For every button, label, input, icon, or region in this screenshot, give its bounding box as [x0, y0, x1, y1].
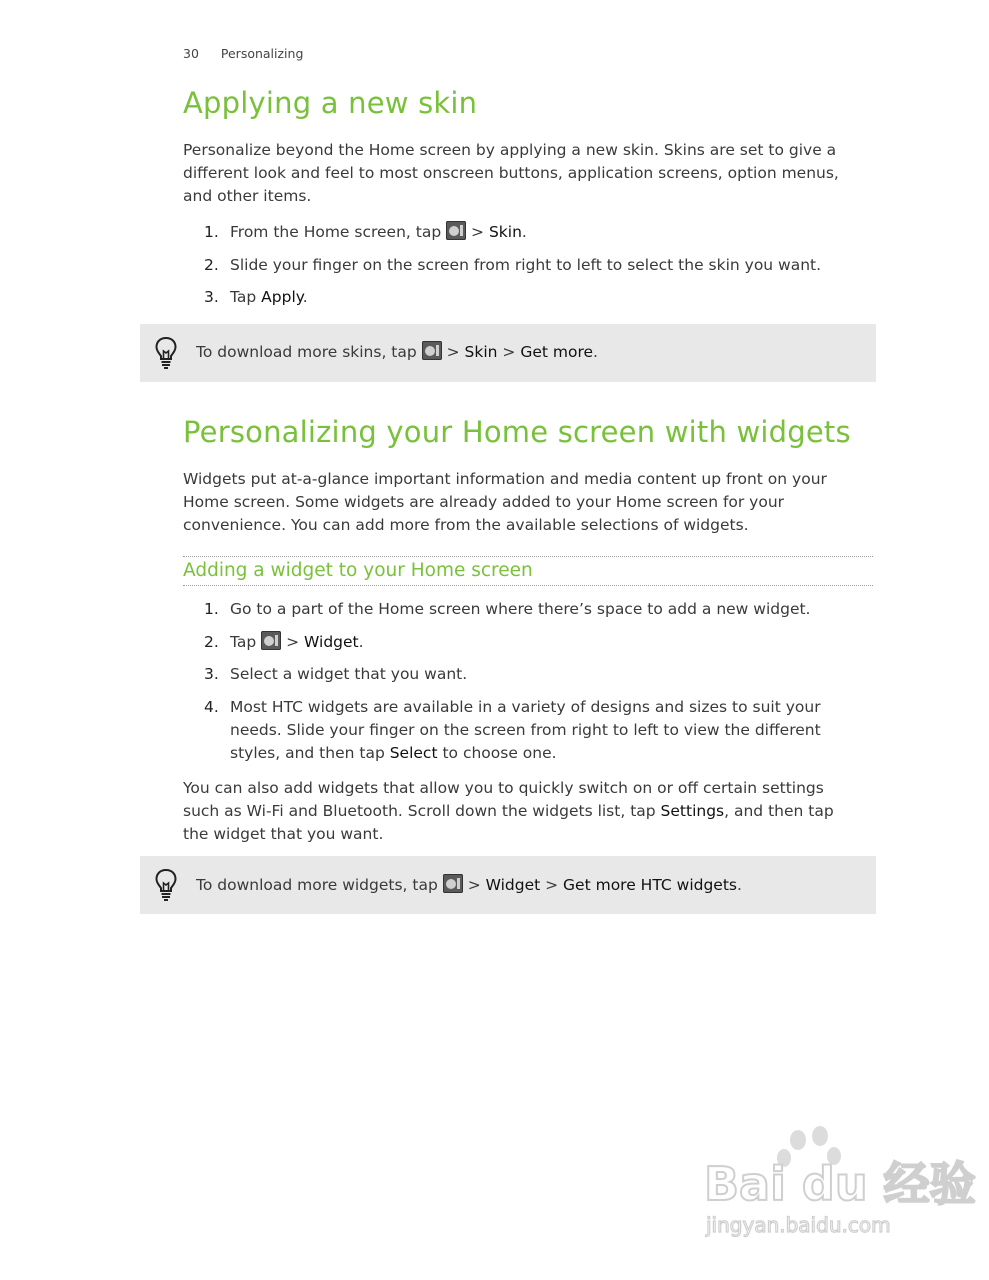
widgets-settings-paragraph: You can also add widgets that allow you to quickly switch on or off certain settings such as Wi-Fi and Bluetooth. Scroll down the widgets list, tap Settings, and then tap the widget that you want.: [183, 779, 834, 843]
list-item: 1. From the Home screen, tap > Skin.: [204, 223, 527, 241]
personalize-icon: [261, 631, 281, 650]
baidu-watermark: [700, 1128, 976, 1243]
personalize-icon: [422, 341, 442, 360]
list-item: 1. Go to a part of the Home screen where there’s space to add a new widget.: [204, 600, 811, 618]
personalize-icon: [443, 874, 463, 893]
tip-box-skins: [140, 324, 876, 382]
list-item: 3. Tap Apply.: [204, 288, 308, 306]
heading-widgets: Personalizing your Home screen with widgets: [183, 415, 851, 449]
subheading-rule: [183, 556, 873, 586]
section-name: Personalizing: [220, 46, 304, 61]
tip-box-widgets: [140, 856, 876, 914]
widget-steps-list: [183, 598, 863, 765]
lightbulb-icon: [154, 868, 178, 902]
subheading-adding-widget: Adding a widget to your Home screen: [183, 560, 533, 581]
lightbulb-icon: [154, 336, 178, 370]
watermark-url: jingyan.baidu.com: [706, 1213, 891, 1237]
widgets-intro-paragraph: Widgets put at-a-glance important information and media content up front on your Home screen. Some widgets are already added to your Home screen for your convenience. You can add more from the available selections of widgets.: [183, 470, 827, 534]
running-head: [183, 46, 303, 61]
list-item: 4. Most HTC widgets are available in a variety of designs and sizes to suit your needs. Slide your finger on the screen from right to left to view the different styles, and then tap Select to choose one.: [204, 697, 821, 762]
personalize-icon: [446, 221, 466, 240]
list-item: 3. Select a widget that you want.: [204, 665, 468, 683]
list-item: 2. Tap > Widget.: [204, 632, 364, 651]
skin-intro-paragraph: Personalize beyond the Home screen by applying a new skin. Skins are set to give a different look and feel to most onscreen buttons, application screens, option menus, and other items.: [183, 141, 839, 205]
skin-steps-list: [183, 221, 863, 309]
page-number: 30: [183, 46, 199, 61]
heading-applying-skin: Applying a new skin: [183, 86, 478, 120]
tip-text: To download more widgets, tap > Widget > Get more HTC widgets.: [196, 876, 742, 894]
tip-text: To download more skins, tap > Skin > Get more.: [196, 343, 598, 361]
list-item: 2. Slide your finger on the screen from right to left to select the skin you want.: [204, 255, 822, 274]
watermark-brand: Bai du 经验: [704, 1157, 976, 1211]
